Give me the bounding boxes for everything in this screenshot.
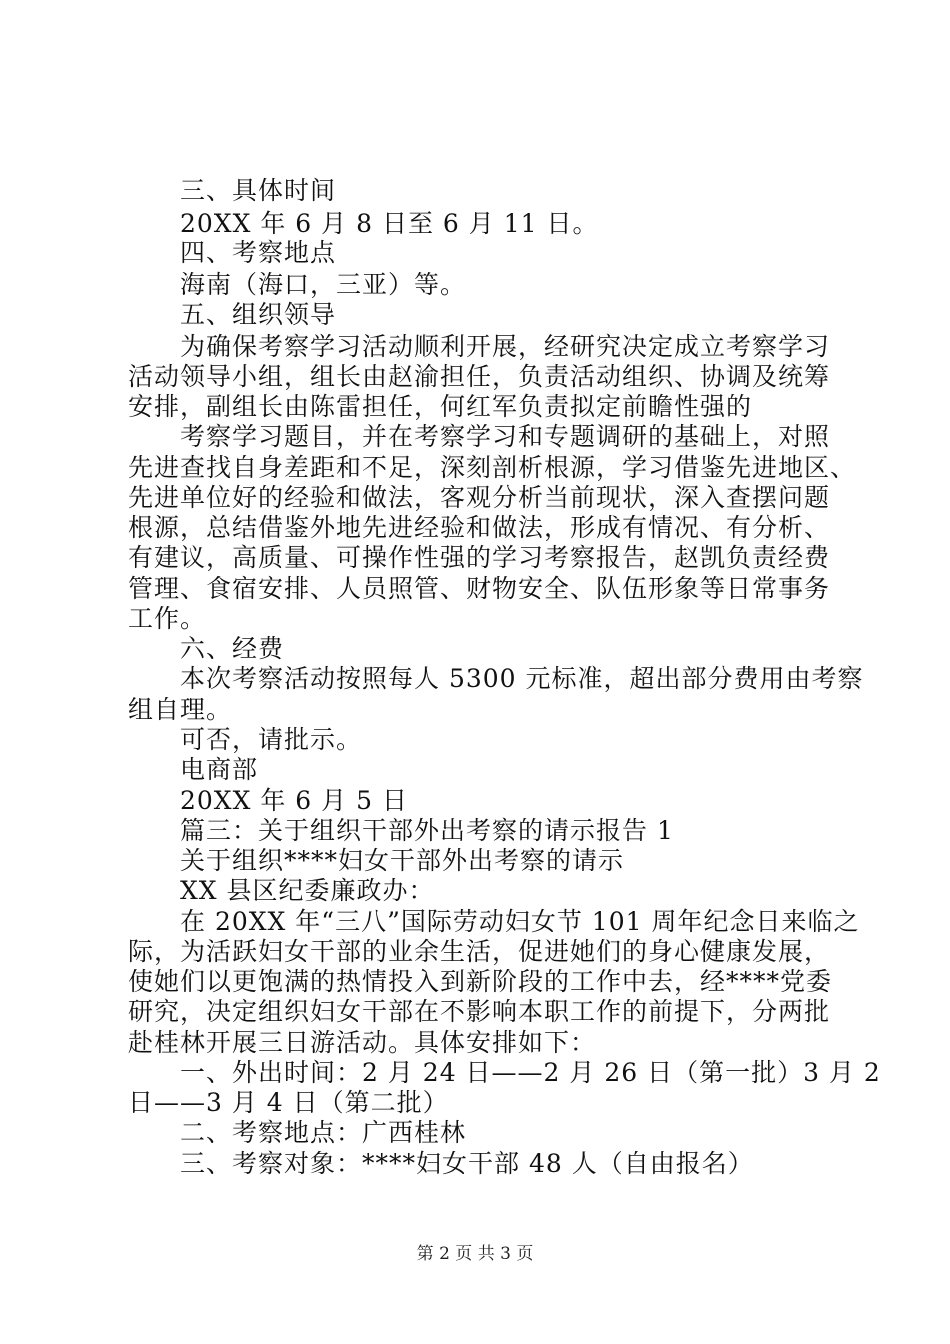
text-line: 本次考察活动按照每人 5300 元标准，超出部分费用由考察 (180, 664, 864, 693)
text-line: 海南（海口，三亚）等。 (180, 270, 467, 299)
text-line: 三、具体时间 (180, 176, 337, 205)
text-line: 工作。 (128, 604, 207, 633)
text-line: 考察学习题目，并在考察学习和专题调研的基础上，对照 (180, 422, 831, 451)
text-line: 篇三：关于组织干部外出考察的请示报告 1 (180, 816, 674, 845)
text-line: 20XX 年 6 月 5 日 (180, 786, 408, 815)
text-line: 研究，决定组织妇女干部在不影响本职工作的前提下，分两批 (128, 997, 831, 1026)
text-line: XX 县区纪委廉政办： (180, 876, 435, 905)
page-footer: 第 2 页 共 3 页 (416, 1244, 534, 1264)
text-line: 三、考察对象：****妇女干部 48 人（自由报名） (180, 1149, 754, 1178)
text-line: 有建议，高质量、可操作性强的学习考察报告，赵凯负责经费 (128, 543, 831, 572)
text-line: 根源，总结借鉴外地先进经验和做法，形成有情况、有分析、 (128, 513, 831, 542)
text-line: 六、经费 (180, 634, 285, 663)
text-line: 关于组织****妇女干部外出考察的请示 (180, 846, 625, 875)
text-line: 四、考察地点 (180, 238, 337, 267)
text-line: 电商部 (180, 755, 259, 784)
text-line: 为确保考察学习活动顺利开展，经研究决定成立考察学习 (180, 332, 831, 361)
text-line: 管理、食宿安排、人员照管、财物安全、队伍形象等日常事务 (128, 574, 831, 603)
text-line: 一、外出时间：2 月 24 日——2 月 26 日（第一批）3 月 2 (180, 1058, 881, 1087)
text-line: 活动领导小组，组长由赵渝担任，负责活动组织、协调及统筹 (128, 362, 831, 391)
text-line: 五、组织领导 (180, 300, 337, 329)
text-line: 安排，副组长由陈雷担任，何红军负责拟定前瞻性强的 (128, 392, 753, 421)
text-line: 在 20XX 年“三八”国际劳动妇女节 101 周年纪念日来临之 (180, 907, 860, 936)
text-line: 先进查找自身差距和不足，深刻剖析根源，学习借鉴先进地区、 (128, 453, 857, 482)
text-line: 可否，请批示。 (180, 725, 363, 754)
text-line: 日——3 月 4 日（第二批） (128, 1088, 449, 1117)
text-line: 赴桂林开展三日游活动。具体安排如下： (128, 1028, 597, 1057)
text-line: 际，为活跃妇女干部的业余生活，促进她们的身心健康发展， (128, 937, 831, 966)
text-line: 二、考察地点：广西桂林 (180, 1118, 467, 1147)
text-line: 组自理。 (128, 695, 233, 724)
text-line: 20XX 年 6 月 8 日至 6 月 11 日。 (180, 209, 599, 238)
text-line: 先进单位好的经验和做法，客观分析当前现状，深入查摆问题 (128, 483, 831, 512)
text-line: 使她们以更饱满的热情投入到新阶段的工作中去，经****党委 (128, 967, 833, 996)
